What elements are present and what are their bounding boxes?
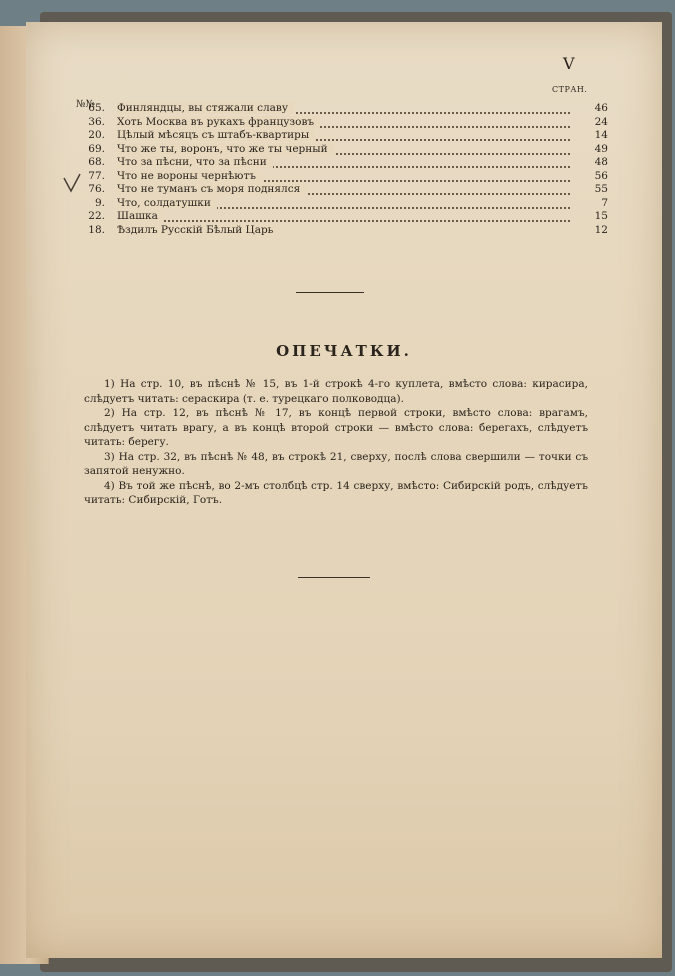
toc-title: Что не вороны чернѣютъ [117,170,262,182]
toc-title: Что, солдатушки [117,197,217,209]
toc-title: Хоть Москва въ рукахъ французовъ [117,116,320,128]
toc-row [68,224,608,238]
errata-item: 4) Въ той же пѣснѣ, во 2-мъ столбцѣ стр. 14 сверху, вмѣсто: Сибирскій родъ, слѣдуетъ читать: Сибирскій, Готъ. [84,479,588,506]
toc-page: 15 [594,210,608,222]
page-column-label: СТРАН. [552,85,588,94]
toc-number: 76. [88,183,105,195]
book-page [26,22,662,958]
toc-page: 48 [594,156,608,168]
toc-title: Что не туманъ съ моря поднялся [117,183,306,195]
toc-number: 36. [88,115,105,128]
section-divider [298,577,370,578]
toc-page: 49 [594,142,608,155]
toc-title: Шашка [117,210,164,222]
page-number: V [563,54,575,73]
toc-number: 77. [88,169,105,182]
errata-item: 1) На стр. 10, въ пѣснѣ № 15, въ 1-й строкѣ 4-го куплета, вмѣсто слова: кирасира, слѣдуетъ читать: сераскира (т. е. турецкаго полководца). [84,378,588,405]
toc-number: 22. [88,210,105,222]
toc-title: Что за пѣсни, что за пѣсни [117,156,273,168]
toc-page: 46 [594,102,608,114]
toc-number: 68. [88,156,105,168]
number-column-label: №№ [76,99,95,110]
table-of-contents [68,102,608,237]
toc-row [68,210,608,224]
toc-title: Цѣлый мѣсяцъ съ штабъ-квартиры [117,129,315,141]
section-divider [296,292,364,293]
toc-title: Финляндцы, вы стяжали славу [117,102,294,114]
errata-item: 2) На стр. 12, въ пѣснѣ № 17, въ концѣ первой строки, вмѣсто слова: врагамъ, слѣдуетъ читать врагу, а въ концѣ второй строки — вмѣсто слова: берегахъ, слѣдуетъ читать: берегу. [84,407,588,448]
errata-item: 3) На стр. 32, въ пѣснѣ № 48, въ строкѣ 21, сверху, послѣ слова свершили — точки съ запятой ненужно. [84,450,588,477]
toc-title: Что же ты, воронъ, что же ты черный [117,143,334,155]
toc-page: 55 [594,183,608,195]
toc-number: 69. [88,142,105,155]
toc-title: Ѣздилъ Русскій Бѣлый Царь [117,224,279,236]
toc-page: 14 [594,129,608,141]
toc-page: 56 [594,169,608,182]
toc-page: 12 [594,223,608,236]
errata-heading: ОПЕЧАТКИ. [276,342,412,360]
toc-number: 65. [88,102,105,114]
toc-page: 7 [601,196,608,209]
toc-page: 24 [594,115,608,128]
toc-number: 18. [88,223,105,236]
toc-number: 9. [94,196,105,209]
errata-list [84,377,588,508]
toc-number: 20. [88,129,105,141]
